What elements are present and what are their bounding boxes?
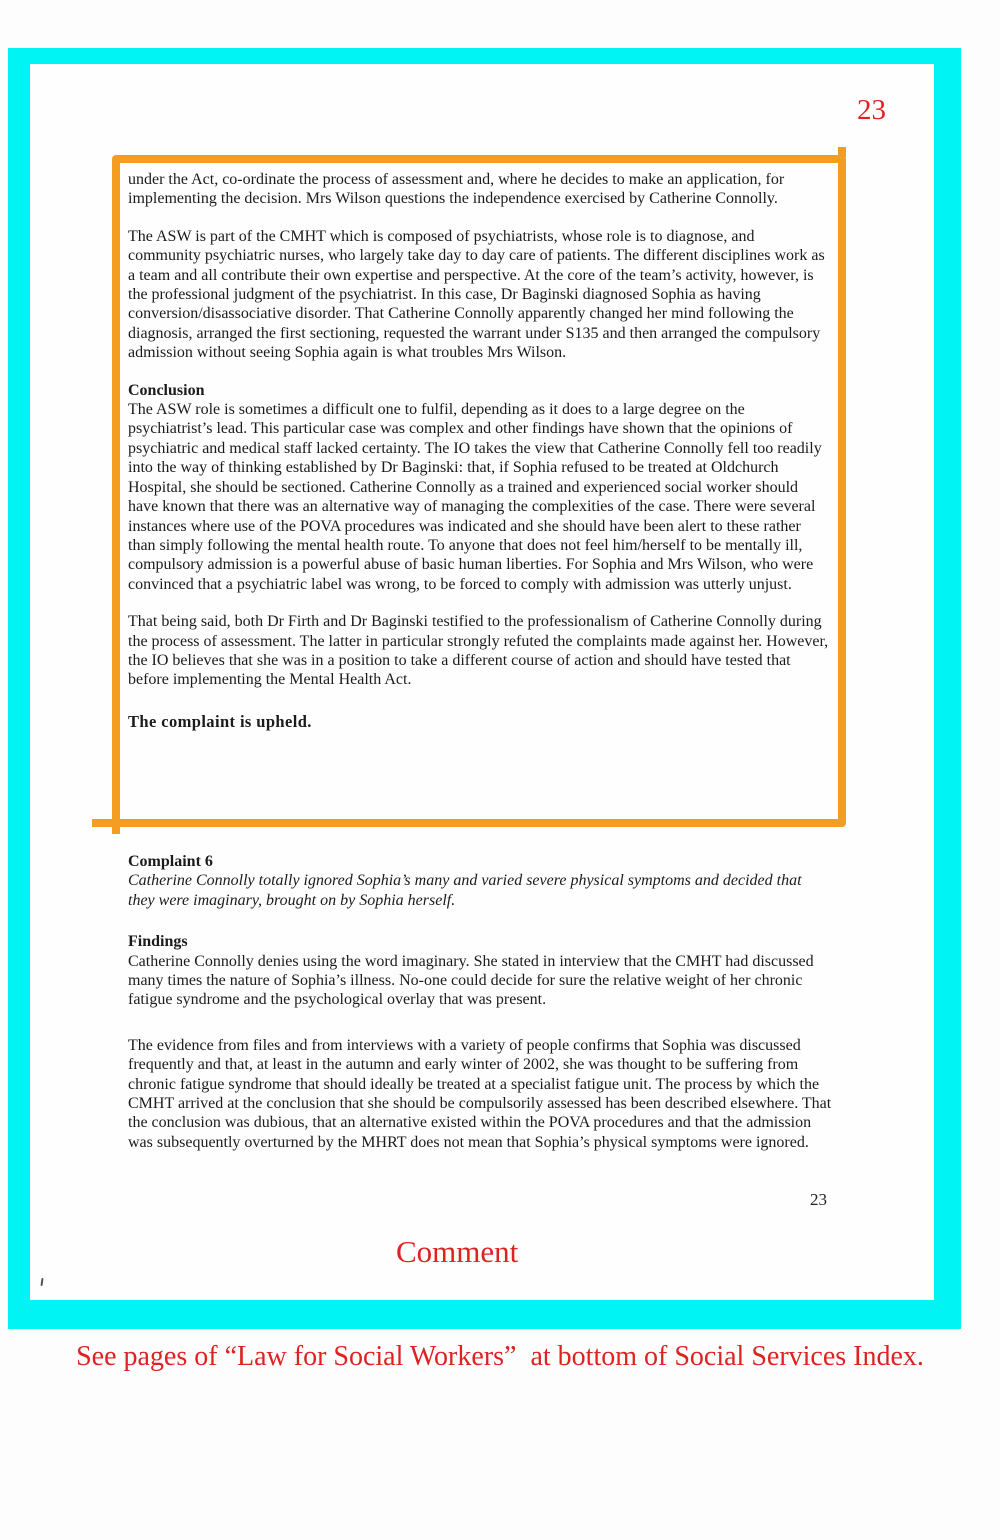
complaint6-heading: Complaint 6 [128, 853, 213, 870]
orange-box-corner-overshoot-up [838, 147, 846, 157]
findings-heading: Findings [128, 933, 188, 951]
conclusion-heading: Conclusion [128, 381, 205, 399]
paragraph-asw-role: The ASW is part of the CMHT which is composed of psychiatrists, whose role is to diagnose, and community psychiatric nurses, who largely take day to day care of patients. The different disciplines work as a team and all contribute their own expertise and perspective. At the core of the team’s activity, however, is the professional judgment of the psychiatrist. In this case, Dr Baginski diagnosed Sophia as having conversion/disassociative disorder. That Catherine Connolly apparently changed her mind following the diagnosis, arranged the first sectioning, requested the warrant under S135 and then arranged the compulsory admission without seeing Sophia again is what troubles Mrs Wilson. [128, 227, 825, 362]
complaint6-allegation: Catherine Connolly totally ignored Sophia’s many and varied severe physical symptoms and decided that they were imaginary, brought on by Sophia herself. [128, 872, 802, 909]
findings-paragraph-2: The evidence from files and from interviews with a variety of people confirms that Sophia was discussed frequently and that, at least in the autumn and early winter of 2002, she was thought to be suffering from chronic fatigue syndrome that should ideally be treated at a specialist fatigue unit. The process by which the CMHT arrived at the conclusion that she should be compulsorily assessed has been described elsewhere. That the conclusion was dubious, that an alternative existed within the POVA procedures and that the admission was subsequently overturned by the MHRT does not mean that Sophia’s physical symptoms were ignored. [128, 1036, 832, 1151]
orange-box-corner-overshoot-down [112, 826, 120, 834]
page-number-bottom: 23 [810, 1190, 827, 1209]
findings-paragraph-1: Catherine Connolly denies using the word imaginary. She stated in interview that the CMHT had discussed many times the nature of Sophia’s illness. No-one could decide for sure the relative weight of her chronic fatigue syndrome and the psychological overlay that was present. [128, 952, 814, 1009]
conclusion-paragraph: The ASW role is sometimes a difficult one to fulfil, depending as it does to a large degree on the psychiatrist’s lead. This particular case was complex and other findings have shown that the opinions of psychiatric and medical staff lacked certainty. The IO takes the view that Catherine Connolly fell too readily into the way of thinking established by Dr Baginski: that, if Sophia refused to be treated at Oldchurch Hospital, she should be sectioned. Catherine Connolly as a trained and experienced social worker should have known that there was an alternative way of managing the complexities of the case. There were several instances where use of the POVA procedures was indicated and she should have been alert to these rather than simply following the mental health route. To anyone that does not feel him/herself to be mentally ill, compulsory admission is a powerful abuse of basic human liberties. For Sophia and Mrs Wilson, who were convinced that a psychiatric label was wrong, to be forced to comply with admission was utterly unjust. [128, 401, 822, 593]
boxed-review-text [128, 163, 830, 731]
comment-heading: Comment [396, 1234, 519, 1269]
page-number-top: 23 [857, 94, 886, 126]
complaint6-section [128, 852, 832, 1152]
paragraph-intro: under the Act, co-ordinate the process of assessment and, where he decides to make an application, for implementing the decision. Mrs Wilson questions the independence exercised by Catherine Connolly. [128, 171, 785, 208]
footer-annotation: See pages of “Law for Social Workers” at bottom of Social Services Index. [76, 1341, 924, 1372]
verdict-line: The complaint is upheld. [128, 711, 312, 731]
testimony-paragraph: That being said, both Dr Firth and Dr Baginski testified to the professionalism of Catherine Connolly during the process of assessment. The latter in particular strongly refuted the complaints made against her. However, the IO believes that she was in a position to take a different course of action and should have tested that before implementing the Mental Health Act. [128, 613, 829, 689]
